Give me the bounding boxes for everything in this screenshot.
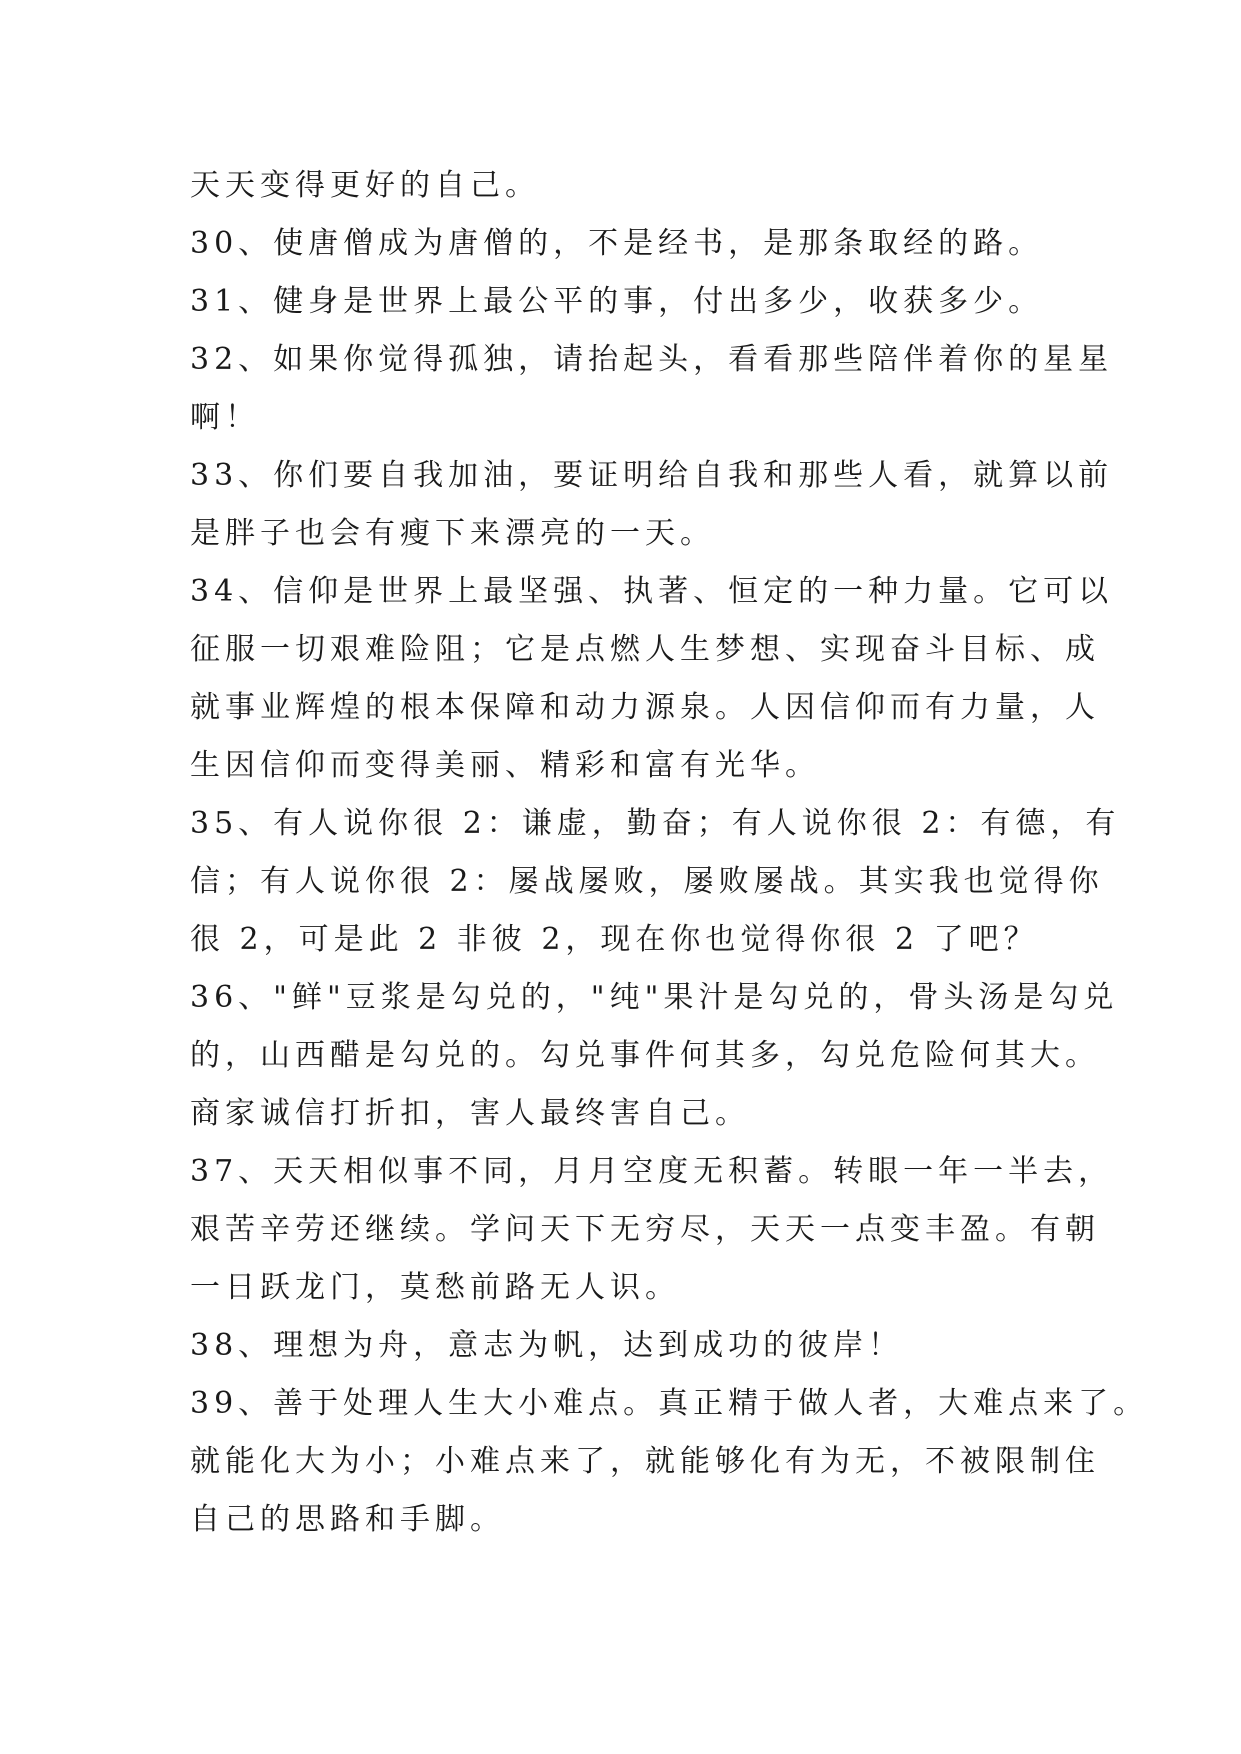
text-line: 34、信仰是世界上最坚强、执著、恒定的一种力量。它可以 <box>190 574 1114 609</box>
text-line: 33、你们要自我加油，要证明给自我和那些人看，就算以前 <box>190 458 1114 493</box>
text-line: 啊！ <box>190 400 260 435</box>
text-line: 就能化大为小；小难点来了，就能够化有为无，不被限制住 <box>190 1444 1100 1479</box>
text-line: 信；有人说你很 2：屡战屡败，屡败屡战。其实我也觉得你 <box>190 864 1104 899</box>
text-line: 就事业辉煌的根本保障和动力源泉。人因信仰而有力量，人 <box>190 690 1100 725</box>
text-line: 38、理想为舟，意志为帆，达到成功的彼岸！ <box>190 1328 904 1363</box>
text-line: 35、有人说你很 2：谦虚，勤奋；有人说你很 2：有德，有 <box>190 806 1121 841</box>
text-line: 艰苦辛劳还继续。学问天下无穷尽，天天一点变丰盈。有朝 <box>190 1212 1100 1247</box>
text-line: 32、如果你觉得孤独，请抬起头，看看那些陪伴着你的星星 <box>190 342 1114 377</box>
text-line: 天天变得更好的自己。 <box>190 168 540 203</box>
text-line: 的，山西醋是勾兑的。勾兑事件何其多，勾兑危险何其大。 <box>190 1038 1100 1073</box>
text-line: 商家诚信打折扣，害人最终害自己。 <box>190 1096 750 1131</box>
text-line: 很 2，可是此 2 非彼 2，现在你也觉得你很 2 了吧？ <box>190 922 1039 957</box>
text-line: 生因信仰而变得美丽、精彩和富有光华。 <box>190 748 820 783</box>
text-line: 一日跃龙门，莫愁前路无人识。 <box>190 1270 680 1305</box>
text-line: 31、健身是世界上最公平的事，付出多少，收获多少。 <box>190 284 1044 319</box>
text-line: 征服一切艰难险阻；它是点燃人生梦想、实现奋斗目标、成 <box>190 632 1100 667</box>
text-line: 30、使唐僧成为唐僧的，不是经书，是那条取经的路。 <box>190 226 1044 261</box>
document-body <box>190 157 1149 1549</box>
text-line: 36、"鲜"豆浆是勾兑的，"纯"果汁是勾兑的，骨头汤是勾兑 <box>190 980 1119 1015</box>
text-line: 37、天天相似事不同，月月空度无积蓄。转眼一年一半去， <box>190 1154 1114 1189</box>
text-line: 39、善于处理人生大小难点。真正精于做人者，大难点来了。 <box>190 1386 1149 1421</box>
text-line: 是胖子也会有瘦下来漂亮的一天。 <box>190 516 715 551</box>
text-line: 自己的思路和手脚。 <box>190 1502 505 1537</box>
